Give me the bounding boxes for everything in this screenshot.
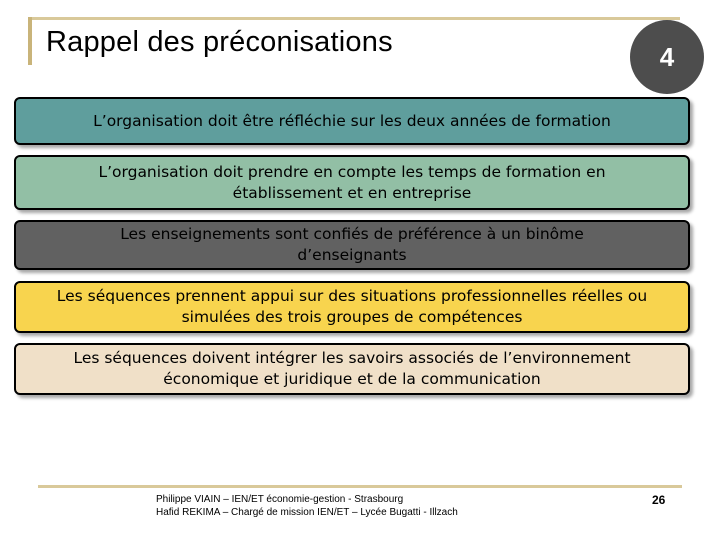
title-frame-top-border bbox=[28, 17, 680, 20]
recommendation-text-2: L’organisation doit prendre en compte les temps de formation en établissement et en entreprise bbox=[98, 162, 606, 202]
footer-line-1: Philippe VIAIN – IEN/ET économie-gestion - Strasbourg bbox=[156, 494, 404, 505]
footer-divider bbox=[38, 485, 682, 488]
section-number-badge: 4 bbox=[630, 20, 704, 94]
recommendation-text-5: Les séquences doivent intégrer les savoirs associés de l’environnement économique et juridique et de la communication bbox=[73, 349, 631, 388]
recommendation-text-4: Les séquences prennent appui sur des situations professionnelles réelles ou simulées des trois groupes de compétences bbox=[56, 287, 648, 326]
title-frame-left-border bbox=[28, 17, 32, 65]
recommendation-box-3 bbox=[14, 220, 690, 270]
recommendation-text-1: L’organisation doit être réfléchie sur les deux années de formation bbox=[93, 111, 611, 130]
footer-credits bbox=[156, 493, 458, 519]
recommendation-box-5 bbox=[14, 343, 690, 395]
recommendation-box-4 bbox=[14, 281, 690, 333]
slide-title: Rappel des préconisations bbox=[46, 26, 393, 58]
recommendation-box-1 bbox=[14, 97, 690, 145]
footer-line-2: Hafid REKIMA – Chargé de mission IEN/ET – Lycée Bugatti - Illzach bbox=[156, 507, 458, 518]
recommendation-box-2 bbox=[14, 155, 690, 210]
page-number: 26 bbox=[652, 493, 666, 507]
recommendation-text-3: Les enseignements sont confiés de préférence à un binôme d’enseignants bbox=[120, 225, 584, 264]
